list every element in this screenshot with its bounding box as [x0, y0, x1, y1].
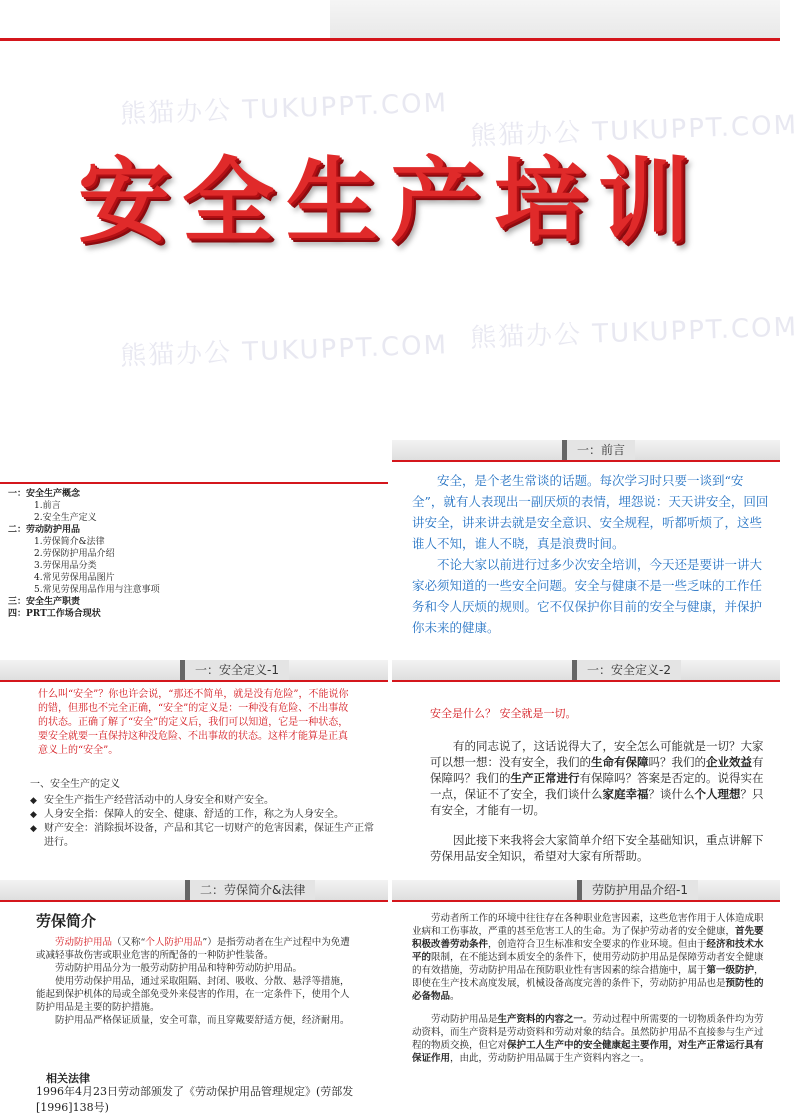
watermark: 熊猫办公 TUKUPPT.COM	[469, 110, 799, 152]
paragraph: 劳动防护用品是生产资料的内容之一。劳动过程中所需要的一切物质条件均为劳动资料，而生产资料是劳动资料和劳动对象的结合。虽然防护用品不直接参与生产过程的物质交换，但它对保护工人生产中的安全健康起主要作用，对生产正常运行具有保证作用，由此，劳动防护用品属于生产资料内容之一。	[412, 1014, 764, 1064]
section-title: 一、安全生产的定义	[30, 779, 120, 790]
header-tab: 劳防护用品介绍-1	[577, 880, 698, 900]
list-item: ◆ 财产安全：消除损坏设备，产品和其它一切财产的危害因素，保证生产正常进行。	[30, 822, 380, 850]
outline-item: 4.常见劳保用品图片	[34, 573, 115, 583]
outline-slide	[0, 440, 388, 655]
list-item: ◆ 安全生产指生产经营活动中的人身安全和财产安全。	[30, 794, 380, 808]
outline-item: 5.常见劳保用品作用与注意事项	[34, 585, 160, 595]
paragraph: 因此接下来我将会大家简单介绍下安全基础知识，重点讲解下劳保用品安全知识，希望对大家有所帮助。	[430, 833, 764, 863]
header-tab: 一：安全定义-2	[572, 660, 681, 680]
paragraph: 不论大家以前进行过多少次安全培训，今天还是要讲一讲大家必须知道的一些安全问题。安全与健康不是一些乏味的工作任务和令人厌烦的规则。它不仅保护你目前的安全与健康，并保护你未来的健康。	[412, 557, 763, 635]
slide-header	[392, 660, 780, 682]
lead-text: 安全是什么？ 安全就是一切。	[430, 707, 577, 720]
slide-header	[0, 660, 388, 682]
divider	[0, 38, 780, 41]
subheading: 相关法律	[46, 1072, 90, 1085]
bullet-list	[30, 794, 380, 850]
law-body	[36, 936, 358, 1027]
slide-header	[0, 880, 388, 902]
watermark: 熊猫办公 TUKUPPT.COM	[469, 312, 799, 354]
outline-list	[8, 488, 160, 620]
outline-item: 3.劳保用品分类	[34, 561, 97, 571]
intro-slide	[392, 880, 780, 1102]
preface-slide	[392, 440, 780, 655]
definition-body	[430, 738, 770, 878]
header-tab: 二：劳保简介&法律	[185, 880, 315, 900]
divider	[0, 482, 388, 484]
outline-item: 四：PRT工作场合现状	[8, 609, 101, 619]
paragraph: 使用劳动保护用品，通过采取阻隔、封闭、吸收、分散、悬浮等措施，能起到保护机体的局或全部免受外来侵害的作用，在一定条件下，使用个人防护用品是主要的防护措施。	[36, 976, 350, 1013]
header-tab: 一：安全定义-1	[180, 660, 289, 680]
paragraph: 劳动防护用品分为一般劳动防护用品和特种劳动防护用品。	[55, 963, 303, 974]
definition-quote: 什么叫“安全”？你也许会说，“那还不简单，就是没有危险”，不能说你的错，但那也不完全正确，“安全”的定义是：一种没有危险、不出事故的状态。正确了解了“安全”的定义后，我们可以知道，它是一种状态，要安全就要一直保持这种没危险、不出事故的状态。这样才能算是正真意义上的“安全”。	[38, 689, 349, 756]
definition-slide-2	[392, 660, 780, 875]
header-tab: 一：前言	[562, 440, 635, 460]
title-slide	[0, 0, 799, 438]
definition-section	[30, 778, 380, 850]
slide-header	[392, 880, 780, 902]
slide-header	[392, 440, 780, 462]
top-bar	[0, 0, 780, 40]
main-title: 安全生产培训	[77, 148, 702, 255]
paragraph: 劳动防护用品（又称“个人防护用品”）是指劳动者在生产过程中为免遭或减轻事故伤害或职业危害的所配备的一种防护性装备。	[36, 937, 350, 961]
law-text: 1996年4月23日劳动部颁发了《劳动保护用品管理规定》(劳部发[1996]138号)	[36, 1085, 354, 1114]
list-item: ◆ 人身安全指：保障人的安全、健康、舒适的工作，称之为人身安全。	[30, 808, 380, 822]
paragraph: 安全，是个老生常谈的话题。每次学习时只要一谈到“安全”，就有人表现出一副厌烦的表情，埋怨说：天天讲安全，回回讲安全，讲来讲去就是安全意识、安全规程，听都听烦了，这些谁人不知，谁人不晓，真是浪费时间。	[412, 473, 769, 551]
preface-body	[412, 470, 772, 638]
watermark: 熊猫办公 TUKUPPT.COM	[119, 330, 449, 372]
definition-slide-1	[0, 660, 388, 875]
outline-item: 一：安全生产概念	[8, 489, 81, 499]
intro-body	[412, 912, 764, 1075]
outline-item: 2.安全生产定义	[34, 513, 97, 523]
outline-item: 1.前言	[34, 501, 61, 511]
watermark: 熊猫办公 TUKUPPT.COM	[119, 88, 449, 130]
outline-item: 三：安全生产职责	[8, 597, 81, 607]
paragraph: 防护用品严格保证质量，安全可靠，而且穿戴要舒适方便，经济耐用。	[55, 1015, 350, 1026]
paragraph: 有的同志说了，这话说得大了，安全怎么可能就是一切？大家可以想一想：没有安全，我们的生命有保障吗？我们的企业效益有保障吗？我们的生产正常进行有保障吗？答案是否定的。说得实在一点，保证不了安全，我们谈什么家庭幸福？谈什么个人理想？只有安全，才能有一切。	[430, 739, 764, 817]
outline-item: 二：劳动防护用品	[8, 525, 81, 535]
outline-item: 1.劳保简介&法律	[34, 537, 105, 547]
law-slide	[0, 880, 388, 1114]
paragraph: 劳动者所工作的环境中往往存在各种职业危害因素，这些危害作用于人体造成职业病和工伤事故，严重的甚至危害工人的生命。为了保护劳动者的安全健康，首先要积极改善劳动条件，创造符合卫生标准和安全要求的作业环境。但由于经济和技术水平的限制，在不能达到本质安全的条件下，使用劳动防护用品是保障劳动者安全健康的有效措施，劳动防护用品在预防职业性有害因素的综合措施中，属于第一级防护，即使在生产技术高度发展，机械设备高度完善的条件下，劳动防护用品也是预防性的必备物品。	[412, 913, 764, 1002]
section-heading: 劳保简介	[36, 912, 97, 930]
outline-item: 2.劳保防护用品介绍	[34, 549, 115, 559]
